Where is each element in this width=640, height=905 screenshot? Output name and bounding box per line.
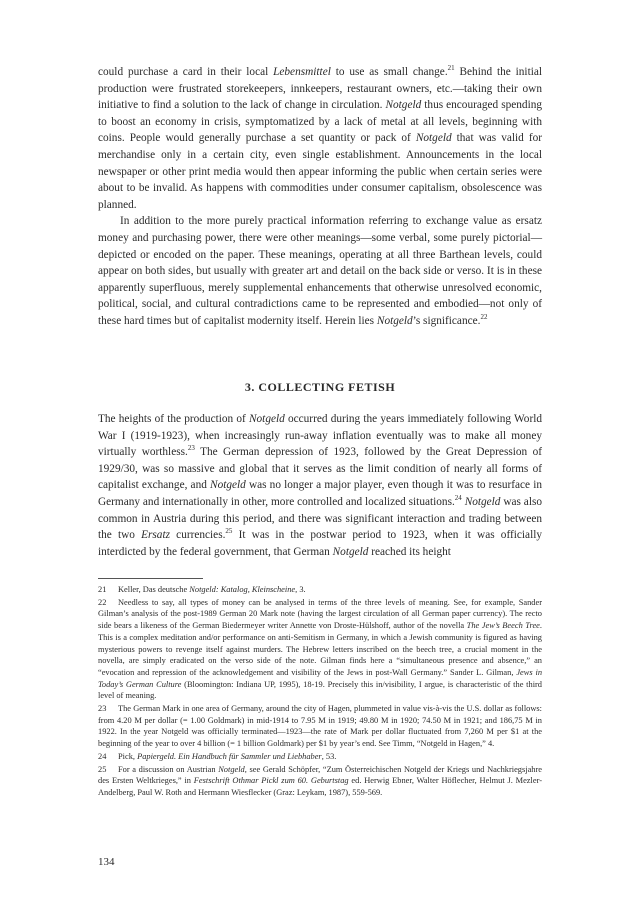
footnote-ref[interactable]: 24 bbox=[454, 494, 462, 503]
text-run: ’s significance. bbox=[412, 314, 481, 327]
italic-title: The Jew’s Beech Tree bbox=[466, 621, 540, 631]
text-run: Pick, bbox=[118, 751, 138, 761]
text-run: was no longer a major player, even though it was to resurface in Germany and internationally in other, more controlled and localized situations. bbox=[98, 479, 542, 508]
text-run: Needless to say, all types of money can be analysed in terms of the three levels of meaning. See, for example, Sander Gilman’s analysis of the post-1989 German 20 Mark note (having the largest circulation of all German paper currency). The recto side bears a likeness of the German Biedermeyer writer Annette von Droste-Hülshoff, author of the novella bbox=[98, 597, 542, 631]
text-run: The German Mark in one area of Germany, around the city of Hagen, plummeted in value vis-à-vis the U.S. dollar as follows: from 4.20 M per dollar (= 1.00 Goldmark) in mid-1914 to 7.95 M in 1919; 49.80 M in 1920; 74.50 M in 1921; and 186,75 M in 1922. In the year Notgeld was officially terminated—1923—the rate of Mark per dollar fluctuated from 7,260 M per $1 at the beginning of the year to over 4 billion (= 1 billion Goldmark) per $1 by year’s end. See Timm, “Notgeld in Hagen,” 4. bbox=[98, 704, 542, 749]
footnote-23 bbox=[98, 703, 542, 750]
text-run: , 3. bbox=[295, 585, 306, 594]
italic-term: Lebensmittel bbox=[273, 66, 331, 78]
text-run: It was in the postwar period to 1923, when it was officially interdicted by the federal government, that German bbox=[98, 529, 542, 558]
text-run: occurred during the years immediately following World War I (1919-1923), when increasingly run-away inflation eventually was to make all money virtually worthless. bbox=[98, 413, 543, 459]
footnote-22 bbox=[98, 597, 542, 702]
italic-title: Jews in Today’s German Culture bbox=[98, 667, 543, 689]
text-run: thus encouraged spending to boost an economy in crisis, symptomatized by a lack of metal at all levels, beginning with coins. People would generally purchase a set quantity or pack of bbox=[98, 99, 543, 145]
footnote-24 bbox=[98, 751, 542, 763]
footnote-21 bbox=[98, 584, 542, 596]
section-body-text bbox=[98, 411, 542, 560]
text-run: could purchase a card in their local bbox=[98, 66, 274, 78]
body-text bbox=[98, 64, 542, 330]
footnote-number: 24 bbox=[98, 751, 107, 761]
body-paragraph bbox=[98, 64, 542, 213]
footnote-ref[interactable]: 23 bbox=[187, 444, 195, 453]
footnote-number: 22 bbox=[98, 597, 107, 607]
italic-term: Notgeld bbox=[210, 479, 246, 492]
text-run: reached its height bbox=[368, 545, 451, 558]
italic-term: Notgeld bbox=[376, 314, 413, 327]
text-run: For a discussion on Austrian bbox=[118, 764, 219, 774]
body-paragraph bbox=[98, 213, 542, 329]
text-run: to use as small change. bbox=[330, 66, 448, 78]
text-run: that was valid for merchandise only in a certain city, even single establishment. Announcements in the local newspaper or other print media would then appear informing the public when certain series were about to be invalid. As happens with commodities under consumer capitalism, obsolescence was planned. bbox=[98, 132, 542, 211]
text-run: was also common in Austria during this period, and there was significant interaction and trading between the two bbox=[98, 495, 543, 542]
footnotes bbox=[98, 578, 542, 800]
text-run: ed. Herwig Ebner, Walter Höflecher, Helmut J. Mezler-Andelberg, Paul W. Roth and Hermann Wiesflecker (Graz: Leykam, 1987), 559-569. bbox=[98, 776, 542, 797]
text-run: currencies. bbox=[170, 529, 226, 542]
section-heading: 3. COLLECTING FETISH bbox=[244, 380, 396, 394]
text-run: The heights of the production of bbox=[98, 413, 249, 425]
italic-term: Ersatz bbox=[141, 529, 170, 542]
italic-term: Notgeld bbox=[415, 132, 452, 145]
italic-term: Notgeld bbox=[385, 99, 422, 112]
italic-title: Papiergeld. Ein Handbuch für Sammler und Liebhaber bbox=[137, 751, 322, 761]
italic-term: Notgeld bbox=[332, 545, 369, 558]
footnote-number: 23 bbox=[98, 704, 107, 714]
footnote-ref[interactable]: 22 bbox=[480, 313, 488, 322]
italic-title: Festschrift Othmar Pickl zum 60. Geburtstag bbox=[193, 776, 349, 786]
footnote-25 bbox=[98, 764, 542, 799]
footnote-ref[interactable]: 25 bbox=[225, 527, 233, 536]
footnote-ref[interactable]: 21 bbox=[447, 64, 455, 73]
italic-term: Notgeld bbox=[249, 413, 285, 425]
text-run: Behind the initial production were frustrated storekeepers, innkeepers, restaurant owners, etc.—taking their own initiative to find a solution to the lack of change in circulation. bbox=[98, 66, 543, 112]
text-run: Keller, Das deutsche bbox=[118, 585, 190, 594]
text-run: In addition to the more purely practical information referring to exchange value as ersatz money and purchasing power, there were other meanings—some verbal, some purely pictorial—depicted or encoded on the paper. These meanings, operating at all three Barthean levels, could appear on both sides, but usually with greater art and detail on the back side or verso. It is in these apparently superfluous, merely supplemental enhancements that otherwise unresolved economic, political, social, and cultural contradictions came to be represented and embodied—not only of these hard times but of capitalist modernity itself. Herein lies bbox=[98, 215, 542, 327]
footnote-number: 21 bbox=[98, 585, 107, 594]
text-run: (Bloomington: Indiana UP, 1995), 18-19. Precisely this in/visibility, I argue, is characteristic of the third level of meaning. bbox=[98, 679, 542, 701]
italic-term: Notgeld bbox=[218, 764, 245, 774]
text-run: , 53. bbox=[321, 751, 337, 761]
italic-title: Notgeld: Katalog, Kleinscheine bbox=[189, 585, 296, 594]
italic-term: Notgeld bbox=[464, 495, 501, 508]
text-run: The German depression of 1923, followed by the Great Depression of 1929/30, was so massive and global that it serves as the limit condition of nearly all forms of capitalist exchange, and bbox=[98, 446, 543, 492]
text-run: , see Gerald Schöpfer, “Zum Österreichischen Notgeld der Kriegs und Nachkriegsjahre des Ersten Weltkrieges,” in bbox=[98, 764, 542, 786]
footnote-number: 25 bbox=[98, 764, 107, 774]
text-run: . This is a complex meditation and/or performance on anti-Semitism in Germany, in which a Jewish community is figured as having mysterious powers to revenge itself against murders. The Hebrew letters inscribed on the beech tree, a crucial moment in the novella, are simply eradicated on the verso side of the note. Gilman finds here a “simultaneous presence and absence,” an “evocation and repression of the acknowledgement and visibility of the Jews in post-Wall Germany.” Sander L. Gilman, bbox=[98, 621, 542, 677]
page-number: 134 bbox=[98, 856, 115, 868]
body-paragraph bbox=[98, 411, 542, 560]
footnote-divider bbox=[98, 578, 203, 579]
